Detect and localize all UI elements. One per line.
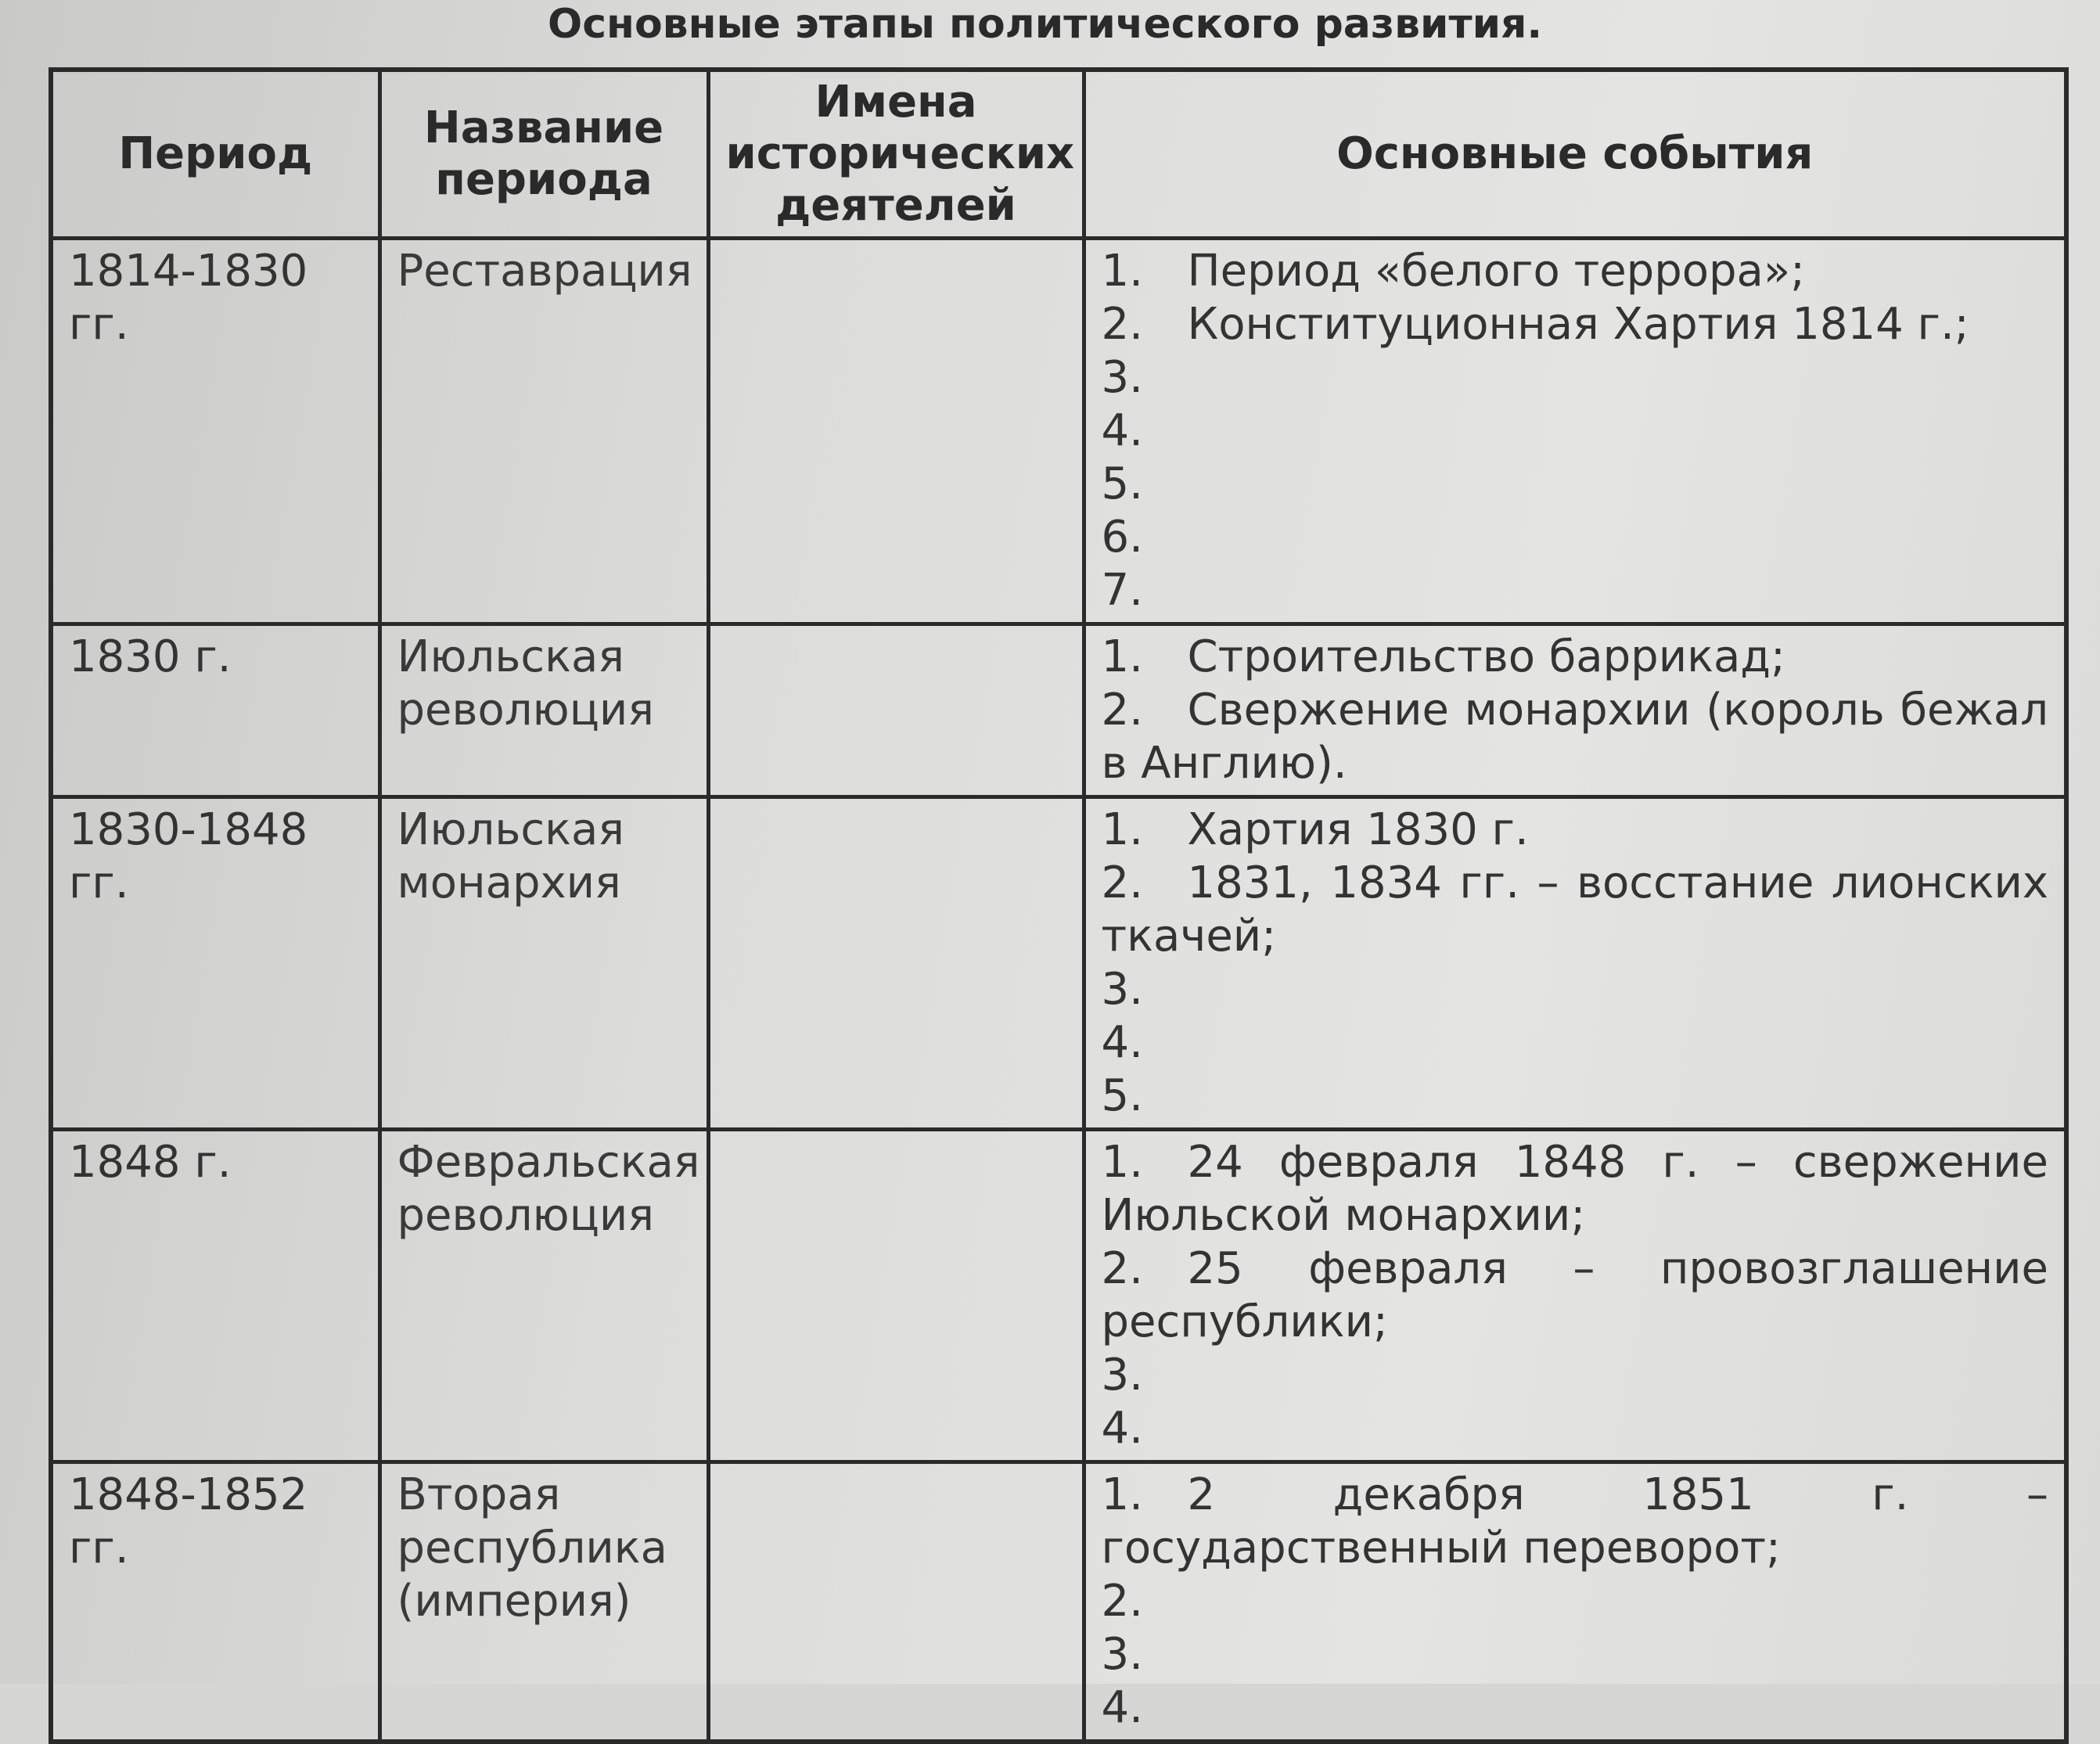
figures-cell[interactable] [708,624,1084,797]
period-name-cell: Реставрация [379,239,708,624]
event-item [1102,298,2049,351]
event-item [1102,351,2049,405]
table-body [51,239,2066,1742]
event-number: 1. [1101,1469,1143,1520]
event-number: 3. [1101,964,1143,1015]
events-cell [1084,624,2066,797]
event-number: 7. [1101,565,1143,616]
event-number: 3. [1101,1350,1143,1401]
event-number: 1. [1101,631,1143,682]
table-row [51,1130,2066,1462]
events-cell [1084,1462,2066,1742]
event-item [1102,1628,2049,1681]
event-number: 2. [1101,1243,1143,1294]
event-item [1102,631,2049,684]
event-number: 1. [1101,246,1143,297]
table-row [51,239,2066,624]
period-cell: 1848-1852 гг. [51,1462,379,1742]
event-number: 4. [1101,1403,1143,1454]
period-cell: 1830-1848 гг. [51,797,379,1130]
event-number: 4. [1101,1682,1143,1733]
event-item [1102,564,2049,617]
events-cell [1084,797,2066,1130]
event-text: Период «белого террора»; [1187,246,1805,297]
page-title: Основные этапы политического развития. [548,1,1543,48]
event-text: 2 декабря 1851 г. – государственный переворот; [1101,1469,2048,1573]
event-number: 3. [1101,352,1143,403]
period-cell: 1830 г. [51,624,379,797]
event-item [1102,511,2049,564]
table-row [51,797,2066,1130]
header-name: Название периода [379,70,708,239]
figures-cell[interactable] [708,797,1084,1130]
event-item [1102,405,2049,458]
event-item [1102,857,2049,963]
event-item [1102,1070,2049,1123]
event-number: 1. [1101,1137,1143,1188]
table-row [51,624,2066,797]
event-item [1102,1242,2049,1349]
event-item [1102,245,2049,298]
event-item [1102,1349,2049,1402]
event-number: 2. [1101,299,1143,350]
event-text: 1831, 1834 гг. – восстание лионских ткачей; [1101,858,2048,962]
period-name-cell: Июльская монархия [379,797,708,1130]
event-number: 5. [1101,458,1143,509]
events-cell [1084,1130,2066,1462]
event-number: 2. [1101,858,1143,908]
event-number: 4. [1101,1017,1143,1068]
event-number: 3. [1101,1629,1143,1680]
event-item [1102,684,2049,790]
period-name-cell: Февральская революция [379,1130,708,1462]
figures-cell[interactable] [708,1130,1084,1462]
event-item [1102,1016,2049,1070]
event-text: 24 февраля 1848 г. – свержение Июльской монархии; [1101,1137,2048,1241]
events-cell [1084,239,2066,624]
figures-cell[interactable] [708,1462,1084,1742]
event-text: Свержение монархии (король бежал в Англию). [1101,685,2048,789]
table-row [51,1462,2066,1742]
event-item [1102,458,2049,511]
event-number: 5. [1101,1070,1143,1121]
table-header-row [51,70,2066,239]
event-item [1102,1136,2049,1242]
event-number: 4. [1101,405,1143,456]
stages-table [49,67,2069,1744]
period-cell: 1814-1830 гг. [51,239,379,624]
event-number: 6. [1101,512,1143,563]
period-cell: 1848 г. [51,1130,379,1462]
event-item [1102,1469,2049,1575]
event-text: Строительство баррикад; [1187,631,1785,682]
period-name-cell: Вторая республика (империя) [379,1462,708,1742]
event-item [1102,1681,2049,1735]
header-figures: Имена исторических деятелей [708,70,1084,239]
event-item [1102,1402,2049,1455]
event-text: Конституционная Хартия 1814 г.; [1187,299,1969,350]
period-name-cell: Июльская революция [379,624,708,797]
event-number: 2. [1101,1576,1143,1627]
header-events: Основные события [1084,70,2066,239]
event-number: 2. [1101,685,1143,735]
figures-cell[interactable] [708,239,1084,624]
event-item [1102,963,2049,1016]
header-period: Период [51,70,379,239]
event-item [1102,1575,2049,1628]
event-item [1102,804,2049,857]
event-text: Хартия 1830 г. [1187,804,1529,855]
event-number: 1. [1101,804,1143,855]
event-text: 25 февраля – провозглашение республики; [1101,1243,2048,1347]
